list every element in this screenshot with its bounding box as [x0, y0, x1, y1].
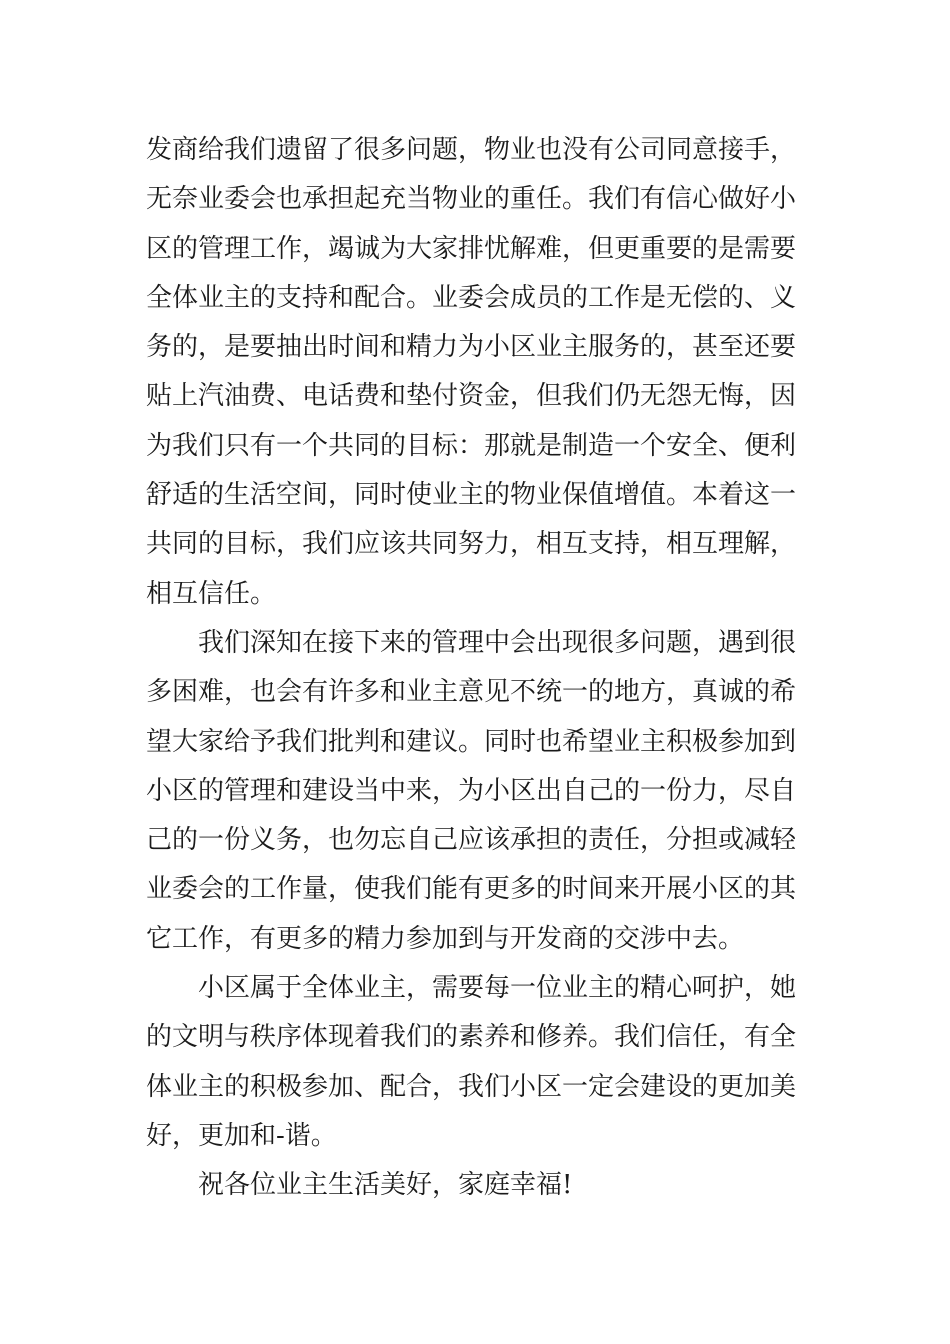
text-line: 多困难，也会有许多和业主意见不统一的地方，真诚的希 — [146, 677, 797, 708]
paragraph-3 — [146, 964, 806, 1161]
paragraph-2 — [146, 619, 806, 964]
text-line: 共同的目标，我们应该共同努力，相互支持，相互理解， — [146, 529, 797, 560]
text-line: 舒适的生活空间，同时使业主的物业保值增值。本着这一 — [146, 480, 797, 511]
text-line: 的文明与秩序体现着我们的素养和修养。我们信任，有全 — [146, 1022, 797, 1053]
paragraph-4 — [146, 1161, 806, 1210]
text-line: 小区属于全体业主，需要每一位业主的精心呵护，她 — [198, 973, 797, 1004]
text-line: 小区的管理和建设当中来，为小区出自己的一份力，尽自 — [146, 775, 797, 806]
text-line: 贴上汽油费、电话费和垫付资金，但我们仍无怨无悔，因 — [146, 381, 797, 412]
text-line: 祝各位业主生活美好，家庭幸福! — [198, 1170, 573, 1201]
text-line: 务的，是要抽出时间和精力为小区业主服务的，甚至还要 — [146, 332, 797, 363]
text-line: 全体业主的支持和配合。业委会成员的工作是无偿的、义 — [146, 282, 797, 313]
text-line: 区的管理工作，竭诚为大家排忧解难，但更重要的是需要 — [146, 233, 797, 264]
text-line: 为我们只有一个共同的目标：那就是制造一个安全、便利 — [146, 430, 797, 461]
document-body — [146, 126, 806, 1211]
text-line: 体业主的积极参加、配合，我们小区一定会建设的更加美 — [146, 1071, 797, 1102]
text-line: 发商给我们遗留了很多问题，物业也没有公司同意接手， — [146, 135, 797, 165]
text-line: 相互信任。 — [146, 578, 277, 609]
text-line: 我们深知在接下来的管理中会出现很多问题，遇到很 — [198, 627, 797, 658]
text-line: 无奈业委会也承担起充当物业的重任。我们有信心做好小 — [146, 184, 797, 215]
text-line: 己的一份义务，也勿忘自己应该承担的责任，分担或减轻 — [146, 825, 797, 856]
text-line: 它工作，有更多的精力参加到与开发商的交涉中去。 — [146, 923, 745, 954]
text-line: 业委会的工作量，使我们能有更多的时间来开展小区的其 — [146, 874, 797, 905]
paragraph-1 — [146, 126, 806, 619]
text-line: 望大家给予我们批判和建议。同时也希望业主积极参加到 — [146, 726, 797, 757]
text-line: 好，更加和-谐。 — [146, 1120, 337, 1151]
